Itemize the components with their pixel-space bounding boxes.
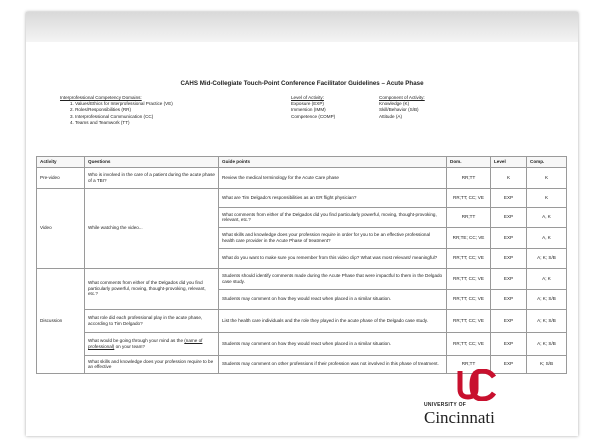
dom-cell: RR;TT bbox=[447, 207, 491, 227]
table-header-row bbox=[37, 157, 567, 168]
comp-cell: A; K bbox=[527, 268, 567, 289]
domain-item: 4. Teams and Teamwork (TT) bbox=[70, 119, 130, 125]
domain-item: 1. Values/Ethics for Interprofessional Practice (VE) bbox=[70, 101, 173, 107]
dom-cell: RR;TT; CC; VE bbox=[447, 309, 491, 332]
level-cell: EXP bbox=[491, 248, 527, 268]
domain-item: 2. Roles/Responsibilities (RR) bbox=[70, 107, 132, 113]
dom-cell: RR;TT; CC; VE bbox=[447, 248, 491, 268]
slide bbox=[26, 12, 578, 436]
guidelines-table bbox=[36, 156, 567, 374]
level-cell: EXP bbox=[491, 355, 527, 373]
domains-header: Interprofessional Competency Domains: bbox=[60, 95, 142, 100]
level-cell: EXP bbox=[491, 332, 527, 355]
component-item: Skill/Behavior (S/B) bbox=[379, 107, 419, 113]
dom-cell: RR;TT bbox=[447, 355, 491, 373]
col-header-questions: Questions bbox=[85, 157, 219, 168]
comp-cell: A, K bbox=[527, 207, 567, 227]
level-cell: K bbox=[491, 167, 527, 188]
col-header-guide-points: Guide points bbox=[219, 157, 447, 168]
level-cell: EXP bbox=[491, 309, 527, 332]
levels-header: Level of Activity: bbox=[291, 95, 324, 100]
question-placeholder: (name of professional) bbox=[88, 338, 203, 349]
level-cell: EXP bbox=[491, 268, 527, 289]
comp-cell: K bbox=[527, 188, 567, 207]
question-cell bbox=[85, 332, 219, 355]
question-cell: While watching the video... bbox=[85, 188, 219, 268]
col-header-level: Level bbox=[491, 157, 527, 168]
col-header-activity: Activity bbox=[37, 157, 85, 168]
table-row bbox=[37, 188, 567, 207]
logo-cincinnati: Cincinnati bbox=[424, 408, 495, 427]
slide-top-gradient-bar bbox=[26, 12, 578, 42]
guide-cell: Students may comment on how they would react when placed in a similar situation. bbox=[219, 289, 447, 309]
guide-cell: Review the medical terminology for the Acute Care phase bbox=[219, 167, 447, 188]
guide-cell: Students may comment on how they would react when placed in a similar situation. bbox=[219, 332, 447, 355]
comp-cell: K; S/B bbox=[527, 355, 567, 373]
dom-cell: RR;TT; CC; VE bbox=[447, 289, 491, 309]
col-header-dom: Dom. bbox=[447, 157, 491, 168]
col-header-comp: Comp. bbox=[527, 157, 567, 168]
table-row bbox=[37, 332, 567, 355]
table-row bbox=[37, 309, 567, 332]
level-cell: EXP bbox=[491, 188, 527, 207]
activity-levels bbox=[291, 95, 335, 120]
table-row bbox=[37, 268, 567, 289]
component-item: Attitude (A) bbox=[379, 113, 402, 119]
question-cell: What skills and knowledge does your profession require to be an effective bbox=[85, 355, 219, 373]
slide-title: CAHS Mid-Collegiate Touch-Point Conference Facilitator Guidelines – Acute Phase bbox=[180, 80, 424, 87]
comp-cell: A; K; S/B bbox=[527, 309, 567, 332]
level-item: Exposure (EXP) bbox=[291, 101, 324, 107]
comp-cell: A; K; S/B bbox=[527, 332, 567, 355]
guide-cell: List the health care individuals and the role they played in the acute phase of the Delgado case study. bbox=[219, 309, 447, 332]
dom-cell: RR;TE; CC; VE bbox=[447, 227, 491, 248]
components-header: Component of Activity: bbox=[379, 95, 425, 100]
uc-monogram-icon bbox=[452, 369, 498, 401]
logo-university-of: UNIVERSITY OF bbox=[424, 402, 467, 408]
guide-cell: What are Tim Delgado’s responsibilities as an ER flight physician? bbox=[219, 188, 447, 207]
activity-cell: Video bbox=[37, 188, 85, 268]
component-item: Knowledge (K) bbox=[379, 101, 410, 107]
dom-cell: RR;TT; CC; VE bbox=[447, 332, 491, 355]
guide-cell: What comments from either of the Delgados did you find particularly powerful, moving, thought-provoking, relevant, etc.? bbox=[219, 207, 447, 227]
activity-cell: Discussion bbox=[37, 268, 85, 373]
comp-cell: A, K bbox=[527, 227, 567, 248]
guide-cell: Students may comment on other professions if their profession was not involved in this phase of treatment. bbox=[219, 355, 447, 373]
guide-cell: What do you want to make sure you remember from this video clip? What was most relevant/ meaningful? bbox=[219, 248, 447, 268]
question-cell: What role did each professional play in the acute phase, according to Tim Delgado? bbox=[85, 309, 219, 332]
domain-item: 3. Interprofessional Communication (CC) bbox=[70, 113, 154, 119]
level-item: Competence (COMP) bbox=[291, 113, 336, 119]
guide-cell: What skills and knowledge does your profession require in order for you to be an effective professional health care provider in the Acute Phase of treatment? bbox=[219, 227, 447, 248]
level-item: Immersion (IMM) bbox=[291, 107, 326, 113]
level-cell: EXP bbox=[491, 227, 527, 248]
guide-cell: Students should identify comments made during the Acute Phase that were impactful to them in the Delgado case study. bbox=[219, 268, 447, 289]
comp-cell: A; K; S/B bbox=[527, 289, 567, 309]
table-row bbox=[37, 167, 567, 188]
question-text: What would be going through your mind as the bbox=[88, 338, 185, 343]
dom-cell: RR;TT bbox=[447, 167, 491, 188]
question-cell: What comments from either of the Delgados did you find particularly powerful, moving, thought-provoking, relevant, etc.? bbox=[85, 268, 219, 309]
question-cell: Who is involved in the care of a patient during the acute phase of a TBI? bbox=[85, 167, 219, 188]
level-cell: EXP bbox=[491, 289, 527, 309]
activity-components bbox=[379, 95, 425, 120]
dom-cell: RR;TT; CC; VE bbox=[447, 268, 491, 289]
competency-domains bbox=[60, 95, 173, 126]
university-logo bbox=[414, 367, 544, 429]
dom-cell: RR;TT; CC; VE bbox=[447, 188, 491, 207]
level-cell: EXP bbox=[491, 207, 527, 227]
question-text: on your team? bbox=[114, 343, 145, 349]
activity-cell: Pre-video bbox=[37, 167, 85, 188]
comp-cell: A; K; S/B bbox=[527, 248, 567, 268]
comp-cell: K bbox=[527, 167, 567, 188]
